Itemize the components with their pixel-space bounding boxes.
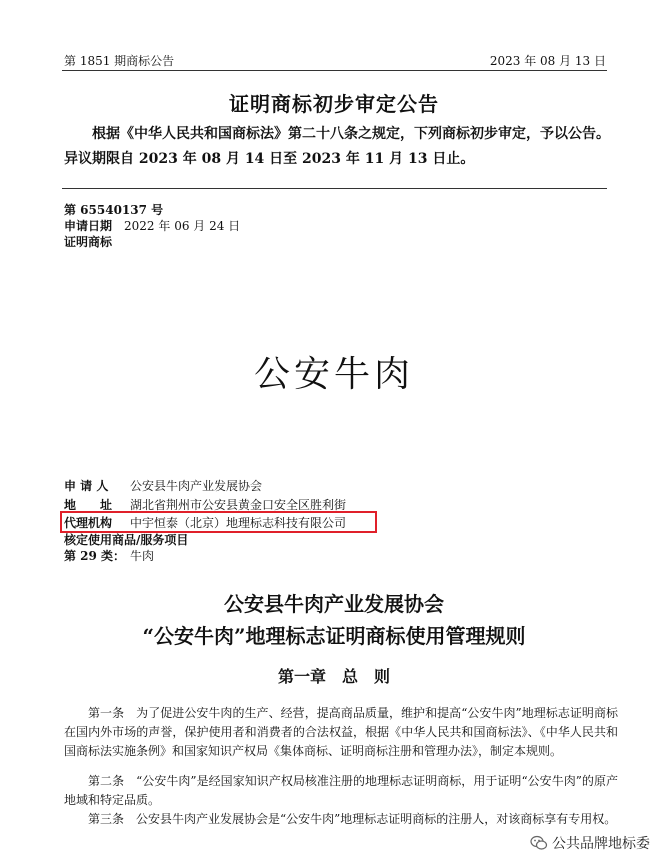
wechat-icon	[530, 834, 548, 852]
watermark-text: 公共品牌地标委	[552, 836, 650, 852]
announcement-text: 根据《中华人民共和国商标法》第二十八条之规定，下列商标初步审定，予以公告。异议期限自 2023 年 08 月 14 日至 2023 年 11 月 13 日止。	[64, 126, 610, 167]
rules-title: “公安牛肉”地理标志证明商标使用管理规则	[142, 624, 526, 648]
section-divider	[62, 188, 607, 189]
article-3: 第三条 公安县牛肉产业发展协会是“公安牛肉”地理标志证明商标的注册人，对该商标享有专用权。	[88, 812, 617, 826]
applicant-row	[64, 478, 262, 494]
header-divider	[62, 70, 607, 71]
class-label: 第 29 类：	[64, 549, 126, 563]
applicant-label: 申 请 人	[64, 479, 109, 493]
goods-services-row	[64, 532, 188, 548]
application-date: 申请日期 2022 年 06 月 24 日	[64, 219, 241, 233]
class-row	[64, 548, 154, 564]
chapter-heading: 第一章 总 则	[277, 667, 390, 686]
issue-date: 2023 年 08 月 13 日	[489, 54, 606, 68]
watermark	[530, 833, 650, 853]
applicant-value: 公安县牛肉产业发展协会	[130, 479, 263, 493]
agent-label: 代理机构	[64, 516, 113, 530]
announcement-title: 证明商标初步审定公告	[229, 92, 439, 116]
rules-organization: 公安县牛肉产业发展协会	[224, 592, 444, 616]
application-number: 第 65540137 号	[64, 203, 164, 217]
address-label: 地 址	[64, 498, 113, 512]
issue-number: 第 1851 期商标公告	[64, 54, 175, 68]
agent-value: 中宇恒泰（北京）地理标志科技有限公司	[130, 516, 347, 530]
trademark-text: 公安牛肉	[253, 354, 414, 395]
article-2: 第二条 “公安牛肉”是经国家知识产权局核准注册的地理标志证明商标，用于证明“公安牛肉”的原产地域和特定品质。	[64, 774, 618, 807]
goods-services-label: 核定使用商品/服务项目	[64, 533, 189, 547]
mark-type: 证明商标	[64, 235, 113, 249]
agent-highlight-box	[60, 511, 377, 533]
article-1: 第一条 为了促进公安牛肉的生产、经营，提高商品质量，维护和提高“公安牛肉”地理标志证明商标在国内外市场的声誉，保护使用者和消费者的合法权益，根据《中华人民共和国商标法》、《中华人民共和国商标法实施条例》和国家知识产权局《集体商标、证明商标注册和管理办法》，制定本规则。	[64, 706, 618, 758]
class-value: 牛肉	[130, 549, 155, 563]
address-value: 湖北省荆州市公安县黄金口安全区胜利街	[130, 498, 347, 512]
